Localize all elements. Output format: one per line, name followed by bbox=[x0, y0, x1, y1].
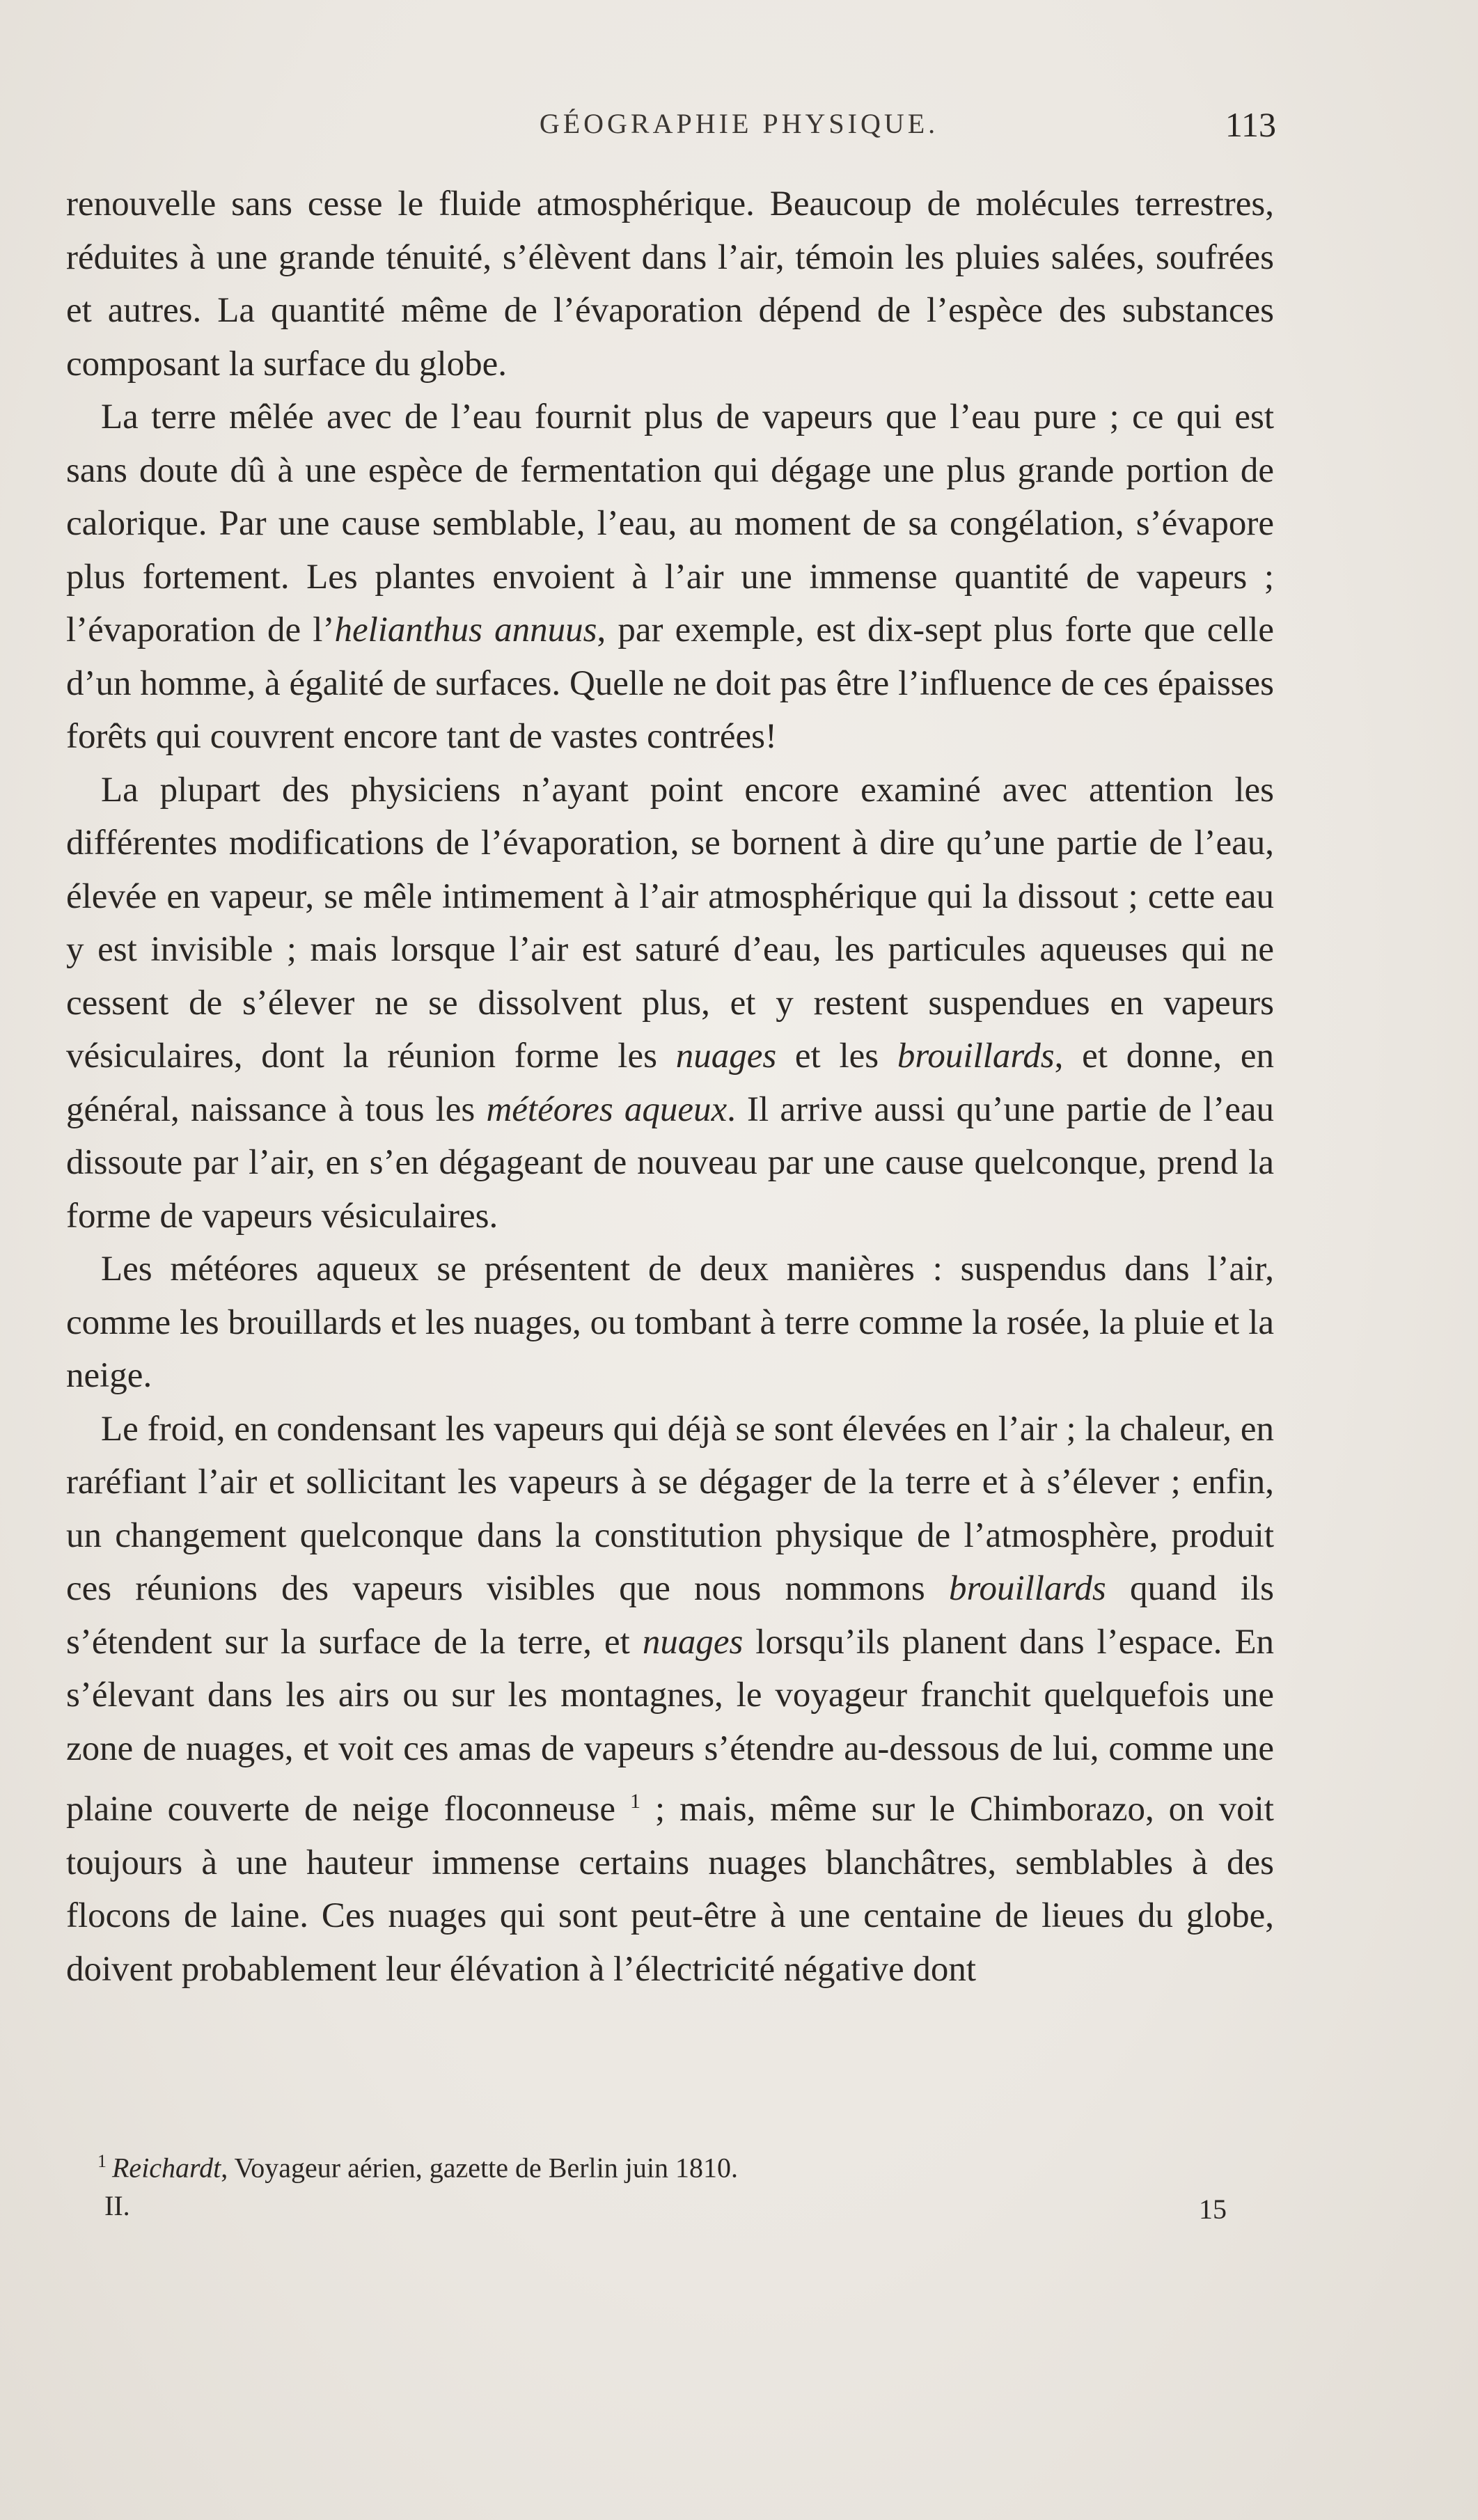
text-run: , par exemple, est dix-sept plus forte que celle d’un homme, à égalité de surfaces. Quelle ne doit pas être l’influence de ces épaisses forêts qui couvrent encore tant de vastes contrées! bbox=[66, 611, 1275, 756]
text-run: La terre mêlée avec de l’eau fournit plus de vapeurs que l’eau pure ; ce qui est sans doute dû à une espèce de fermentation qui dégage une plus grande portion de calorique. Par une cause semblable, l’eau, au moment de sa congélation, s’évapore plus fortement. Les plantes envoient à l’air une immense quantité de vapeurs ; l’évaporation de l’ bbox=[66, 397, 1274, 649]
text-run: . Il arrive aussi qu’une partie de l’eau dissoute par l’air, en s’en dégageant de nouveau par une cause quelconque, prend la forme de vapeurs vésiculaires. bbox=[66, 1089, 1274, 1236]
italic-term: nuages bbox=[675, 1037, 777, 1076]
footnote bbox=[97, 2144, 1281, 2185]
paragraph bbox=[66, 391, 1274, 764]
italic-term: brouillards bbox=[897, 1037, 1055, 1076]
italic-term: nuages bbox=[642, 1622, 744, 1662]
footnote-ref: 1 bbox=[630, 1790, 641, 1813]
paragraph bbox=[66, 178, 1274, 391]
page-number: 113 bbox=[1225, 105, 1276, 144]
footnote-author: Reichardt bbox=[112, 2152, 221, 2184]
text-run: La plupart des physiciens n’ayant point encore examiné avec attention les différentes modifications de l’évaporation, se bornent à dire qu’une partie de l’eau, élevée en vapeur, se mêle intimement à l’air atmosphérique qui la dissout ; cette eau y est invisible ; mais lorsque l’air est saturé d’eau, les particules aqueuses qui ne cessent de s’élever ne se dissolvent plus, et y restent suspendues en vapeurs vésiculaires, dont la réunion forme les bbox=[66, 770, 1274, 1076]
signature-mark: II. bbox=[104, 2190, 130, 2221]
text-run: ; mais, même sur le Chimborazo, on voit toujours à une hauteur immense certains nuages blanchâtres, semblables à des flocons de laine. Ces nuages qui sont peut-être à une centaine de lieues du globe, doivent probablement leur élévation à l’électricité négative dont bbox=[66, 1790, 1274, 1989]
text-run: et les bbox=[776, 1037, 897, 1076]
text-run: lorsqu’ils planent dans l’espace. En s’élevant dans les airs ou sur les montagnes, le voyageur franchit quelquefois une zone de nuages, et voit ces amas de vapeurs s’étendre au-dessous de lui, comme une plaine couverte de neige floconneuse bbox=[66, 1622, 1275, 1829]
italic-term: brouillards bbox=[949, 1569, 1106, 1608]
sheet-number: 15 bbox=[1199, 2194, 1227, 2225]
paragraph bbox=[66, 764, 1274, 1243]
footnote-text: , Voyageur aérien, gazette de Berlin juin 1810. bbox=[221, 2152, 738, 2184]
paragraph bbox=[66, 1403, 1274, 1997]
footnote-mark: 1 bbox=[97, 2151, 107, 2171]
body-text bbox=[66, 178, 1274, 1996]
text-run: , et donne, en général, naissance à tous les bbox=[66, 1037, 1274, 1129]
text-run: quand ils s’étendent sur la surface de la terre, et bbox=[66, 1569, 1274, 1662]
text-run: Les météores aqueux se présentent de deux manières : suspendus dans l’air, comme les brouillards et les nuages, ou tombant à terre comme la rosée, la pluie et la neige. bbox=[66, 1250, 1274, 1395]
text-run: Le froid, en condensant les vapeurs qui déjà se sont élevées en l’air ; la chaleur, en raréfiant l’air et sollicitant les vapeurs à se dégager de la terre et à s’élever ; enfin, un changement quelconque dans la constitution physique de l’atmosphère, produit ces réunions des vapeurs visibles que nous nommons bbox=[66, 1409, 1274, 1608]
text-run: renouvelle sans cesse le fluide atmosphérique. Beaucoup de molécules terrestres, réduites à une grande ténuité, s’élèvent dans l’air, témoin les pluies salées, soufrées et autres. La quantité même de l’évaporation dépend de l’espèce des substances composant la surface du globe. bbox=[66, 184, 1274, 384]
page-header bbox=[0, 104, 1478, 153]
running-head: GÉOGRAPHIE PHYSIQUE. bbox=[539, 108, 939, 139]
italic-term: météores aqueux bbox=[486, 1089, 728, 1129]
italic-term: helianthus annuus bbox=[334, 611, 597, 649]
paragraph bbox=[66, 1243, 1274, 1403]
